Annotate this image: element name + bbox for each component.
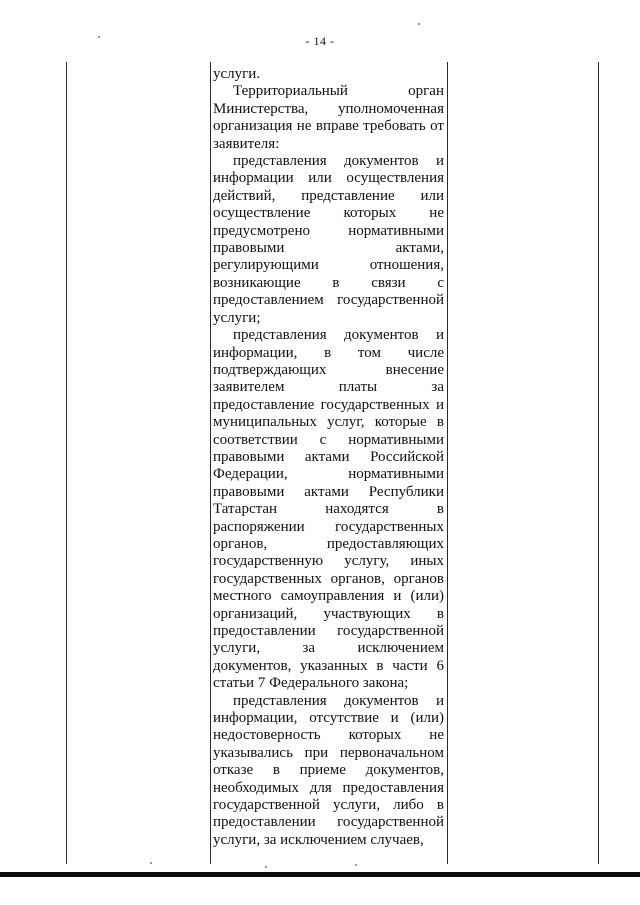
page-number: - 14 - <box>305 34 335 48</box>
paragraph-continuation: услуги. <box>213 66 261 82</box>
scan-speck <box>418 23 420 25</box>
scan-bottom-bar <box>0 872 640 877</box>
paragraph-restriction-2: представления документов и информации, в том числе подтверждающих внесение заявителем платы за предоставление государственных и муниципальных услуг, которые в соответствии с нормативными правовыми актами Российской Федерации, нормативными правовыми актами Республики Татарстан находятся в распоряжении государственных органов, предоставляющих государственную услугу, иных государственных органов, органов местного самоуправления и (или) организаций, участвующих в предоставлении государственной услуги, за исключением документов, указанных в части 6 статьи 7 Федерального закона; <box>213 327 444 692</box>
scan-speck <box>150 862 152 864</box>
table-border-right-outer <box>598 62 599 864</box>
scan-speck <box>98 36 100 38</box>
scan-speck <box>355 864 357 866</box>
document-text-column <box>213 66 444 849</box>
scan-speck <box>265 866 267 868</box>
paragraph-restrictions-intro: Территориальный орган Министерства, уполномоченная организация не вправе требовать от заявителя: <box>213 83 444 152</box>
table-border-right-inner <box>447 62 448 864</box>
table-border-left-outer <box>66 62 67 864</box>
table-border-left-inner <box>210 62 211 864</box>
paragraph-restriction-3: представления документов и информации, отсутствие и (или) недостоверность которых не указывались при первоначальном отказе в приеме документов, необходимых для предоставления государственной услуги, либо в предоставлении государственной услуги, за исключением случаев, <box>213 692 444 848</box>
paragraph-restriction-1: представления документов и информации или осуществления действий, представление или осуществление которых не предусмотрено нормативными правовыми актами, регулирующими отношения, возникающие в связи с предоставлением государственной услуги; <box>213 153 444 326</box>
